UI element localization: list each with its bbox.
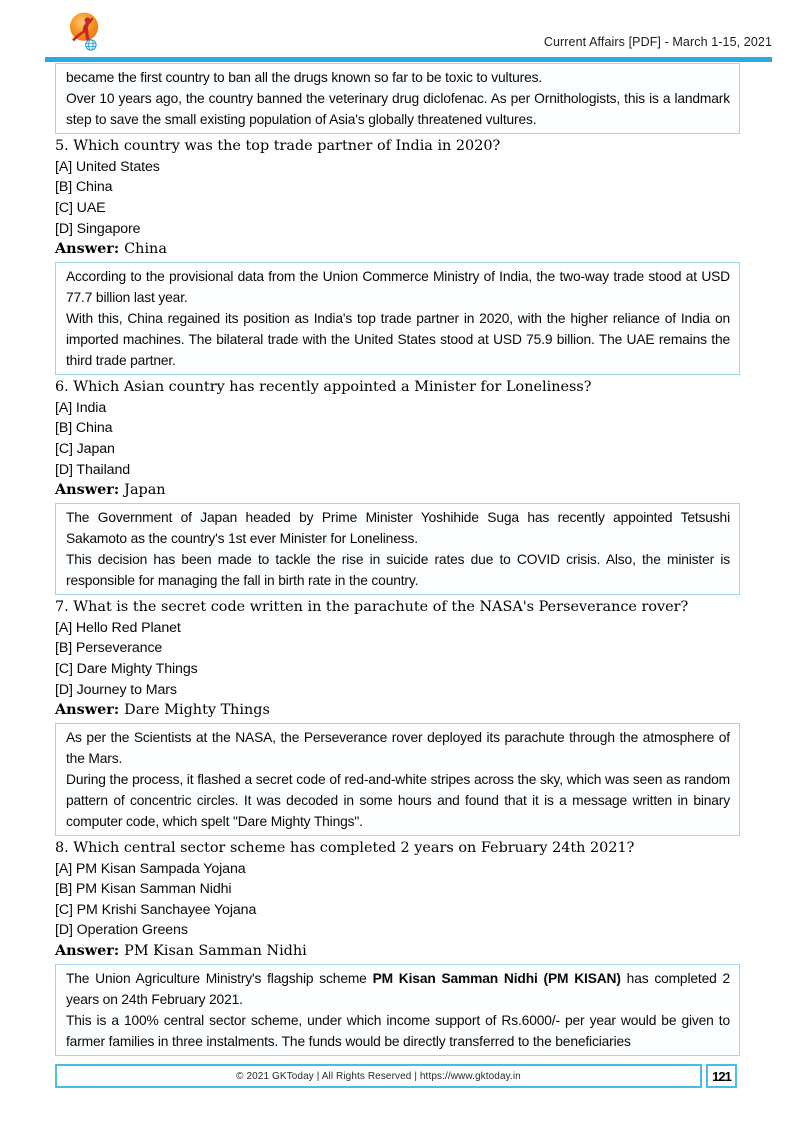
option-item: [B] China: [55, 179, 113, 196]
explanation-paragraph: The Government of Japan headed by Prime Minister Yoshihide Suga has recently appointed Tetsushi Sakamoto as the country's 1st ever Minister for Loneliness.: [66, 509, 730, 546]
answer-value: China: [124, 241, 167, 258]
page-number: 121: [712, 1068, 731, 1084]
option-item: [C] Dare Mighty Things: [55, 660, 198, 677]
explanation-box: [55, 262, 740, 375]
question-text: 7. What is the secret code written in the parachute of the NASA's Perseverance rover?: [55, 598, 689, 615]
answer-line: [55, 239, 740, 260]
answer-label: Answer:: [55, 942, 120, 960]
explanation-paragraph: As per the Scientists at the NASA, the Perseverance rover deployed its parachute through the atmosphere of the Mars.: [66, 729, 730, 766]
explanation-paragraph: Over 10 years ago, the country banned the veterinary drug diclofenac. As per Ornithologists, this is a landmark step to save the small existing population of Asia's globally threatened vultures.: [66, 91, 730, 127]
explanation-box: [55, 63, 740, 134]
explanation-paragraph: This is a 100% central sector scheme, under which income support of Rs.6000/- per year would be given to farmer families in three instalments. The funds would be directly transferred to the beneficiaries: [66, 1012, 730, 1049]
explanation-box: [55, 723, 740, 836]
explanation-paragraph: According to the provisional data from the Union Commerce Ministry of India, the two-way trade stood at USD 77.7 billion last year.: [66, 268, 730, 305]
explanation-paragraph: With this, China regained its position as India's top trade partner in 2020, with the higher reliance of India on imported machines. The bilateral trade with the United States stood at USD 75.9 billion. The UAE remains the third trade partner.: [66, 310, 730, 368]
option-item: [A] PM Kisan Sampada Yojana: [55, 860, 246, 877]
explanation-box: [55, 964, 740, 1056]
option-item: [D] Singapore: [55, 220, 141, 237]
explanation-box: [55, 503, 740, 595]
gktoday-logo: [58, 10, 106, 58]
question-text: 6. Which Asian country has recently appointed a Minister for Loneliness?: [55, 378, 592, 395]
content-column: [55, 61, 740, 1058]
option-item: [B] PM Kisan Samman Nidhi: [55, 881, 232, 898]
question-block: [55, 136, 740, 375]
question-block: [55, 597, 740, 836]
explanation-paragraph: This decision has been made to tackle the rise in suicide rates due to COVID crisis. Also, the minister is responsible for managing the fall in birth rate in the country.: [66, 551, 730, 588]
option-item: [B] China: [55, 420, 113, 437]
explanation-paragraph: During the process, it flashed a secret code of red-and-white stripes across the sky, which was seen as random pattern of concentric circles. It was decoded in some hours and found that it is a message written in binary computer code, which spelt "Dare Mighty Things".: [66, 771, 730, 829]
question-block: [55, 838, 740, 1056]
answer-line: [55, 941, 740, 962]
option-item: [B] Perseverance: [55, 640, 163, 657]
answer-value: PM Kisan Samman Nidhi: [124, 943, 307, 960]
option-item: [D] Thailand: [55, 461, 131, 478]
question-text: 5. Which country was the top trade partner of India in 2020?: [55, 138, 501, 154]
answer-label: Answer:: [55, 481, 120, 499]
answer-line: [55, 480, 740, 501]
option-item: [A] Hello Red Planet: [55, 619, 181, 636]
option-item: [C] UAE: [55, 199, 106, 216]
question-block: [55, 377, 740, 595]
option-item: [C] PM Krishi Sanchayee Yojana: [55, 901, 257, 918]
option-item: [C] Japan: [55, 440, 115, 457]
page-number-badge: [706, 1064, 737, 1088]
question-text: 8. Which central sector scheme has completed 2 years on February 24th 2021?: [55, 839, 635, 856]
answer-value: Dare Mighty Things: [124, 702, 270, 719]
answer-label: Answer:: [55, 701, 120, 719]
explanation-paragraph: became the first country to ban all the drugs known so far to be toxic to vultures.: [66, 70, 543, 85]
answer-line: [55, 700, 740, 721]
option-item: [A] United States: [55, 158, 160, 175]
copyright-text: © 2021 GKToday | All Rights Reserved | https://www.gktoday.in: [236, 1070, 521, 1082]
option-item: [A] India: [55, 399, 107, 416]
option-item: [D] Journey to Mars: [55, 681, 177, 698]
answer-value: Japan: [124, 482, 166, 499]
gktoday-logo-icon: [58, 10, 106, 58]
explanation-paragraph: The Union Agriculture Ministry's flagship scheme PM Kisan Samman Nidhi (PM KISAN) has completed 2 years on 24th February 2021.: [66, 970, 730, 1007]
answer-label: Answer:: [55, 240, 120, 258]
footer-copyright-bar: [55, 1064, 702, 1088]
header-title: Current Affairs [PDF] - March 1-15, 2021: [543, 35, 772, 49]
option-item: [D] Operation Greens: [55, 922, 188, 939]
